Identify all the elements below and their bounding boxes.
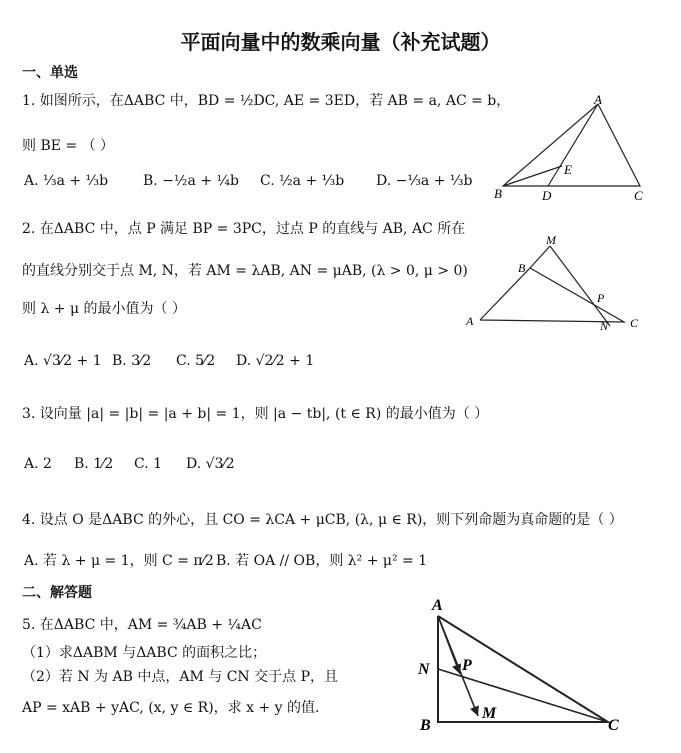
fig1-label-d: D [542, 188, 552, 203]
q5-part2: （2）若 N 为 AB 中点，AM 与 CN 交于点 P，且 [22, 669, 338, 685]
fig1-label-e: E [564, 162, 572, 177]
fig3-label-p: P [462, 657, 472, 674]
section-heading-solutions: 二、解答题 [22, 585, 92, 601]
q1-option-c: C. ½a + ⅓b [260, 173, 345, 189]
q3-stem: 3. 设向量 |a| = |b| = |a + b| = 1，则 |a − tb|, (t ∈ R) 的最小值为（ ） [22, 406, 489, 422]
q3-option-c: C. 1 [134, 456, 163, 472]
q5-stem: 5. 在ΔABC 中，AM = ¾AB + ¼AC [22, 617, 262, 633]
q2-stem-line1: 2. 在ΔABC 中，点 P 满足 BP = 3PC，过点 P 的直线与 AB, AC 所在 [22, 221, 466, 237]
q1-option-b: B. −½a + ¼b [143, 173, 239, 189]
q2-option-b: B. 3⁄2 [112, 353, 152, 369]
fig3-label-b: B [420, 717, 431, 734]
fig2-label-p: P [597, 291, 605, 305]
figure-triangle-abc-mnp [462, 232, 652, 334]
q2-prompt: 则 λ + μ 的最小值为（ ） [22, 301, 186, 317]
q1-prompt: 则 BE = （ ） [22, 138, 115, 154]
fig3-label-a: A [432, 597, 443, 614]
q1-stem: 1. 如图所示，在ΔABC 中，BD = ½DC, AE = 3ED，若 AB = a, AC = b， [22, 93, 511, 109]
section-heading-single-choice: 一、单选 [22, 65, 78, 81]
fig2-label-m: M [546, 233, 556, 247]
fig2-label-b: B [518, 261, 526, 275]
fig3-label-c: C [608, 717, 619, 734]
q5-part3: AP = xAB + yAC, (x, y ∈ R)，求 x + y 的值. [22, 700, 320, 716]
fig1-label-c: C [634, 188, 643, 203]
figure-right-triangle-abc [412, 594, 626, 738]
fig2-label-a: A [466, 314, 474, 328]
q2-option-a: A. √3⁄2 + 1 [24, 353, 102, 369]
q4-option-a: A. 若 λ + μ = 1，则 C = π⁄2 [24, 553, 214, 569]
q3-option-d: D. √3⁄2 [186, 456, 235, 472]
q2-stem-line2: 的直线分别交于点 M, N，若 AM = λAB, AN = μAB, (λ > 0, μ > 0) [22, 263, 468, 279]
fig3-label-m: M [482, 705, 497, 722]
fig3-label-n: N [418, 661, 430, 678]
q1-option-d: D. −⅓a + ⅓b [376, 173, 473, 189]
q1-option-a: A. ⅓a + ⅓b [24, 173, 109, 189]
q2-option-d: D. √2⁄2 + 1 [236, 353, 315, 369]
q5-part1: （1）求ΔABM 与ΔABC 的面积之比； [22, 645, 267, 661]
fig2-label-n: N [600, 319, 609, 333]
q4-option-b: B. 若 OA // OB，则 λ² + μ² = 1 [216, 553, 428, 569]
q3-option-b: B. 1⁄2 [74, 456, 114, 472]
page-title: 平面向量中的数乘向量（补充试题） [180, 30, 501, 54]
q2-option-c: C. 5⁄2 [176, 353, 216, 369]
q3-option-a: A. 2 [24, 456, 52, 472]
figure-triangle-abc-de [490, 92, 650, 204]
q4-stem: 4. 设点 O 是ΔABC 的外心，且 CO = λCA + μCB, (λ, μ ∈ R)，则下列命题为真命题的是（ ） [22, 512, 623, 528]
fig1-label-a: A [594, 92, 602, 107]
fig2-label-c: C [630, 316, 639, 330]
fig1-label-b: B [494, 186, 502, 201]
